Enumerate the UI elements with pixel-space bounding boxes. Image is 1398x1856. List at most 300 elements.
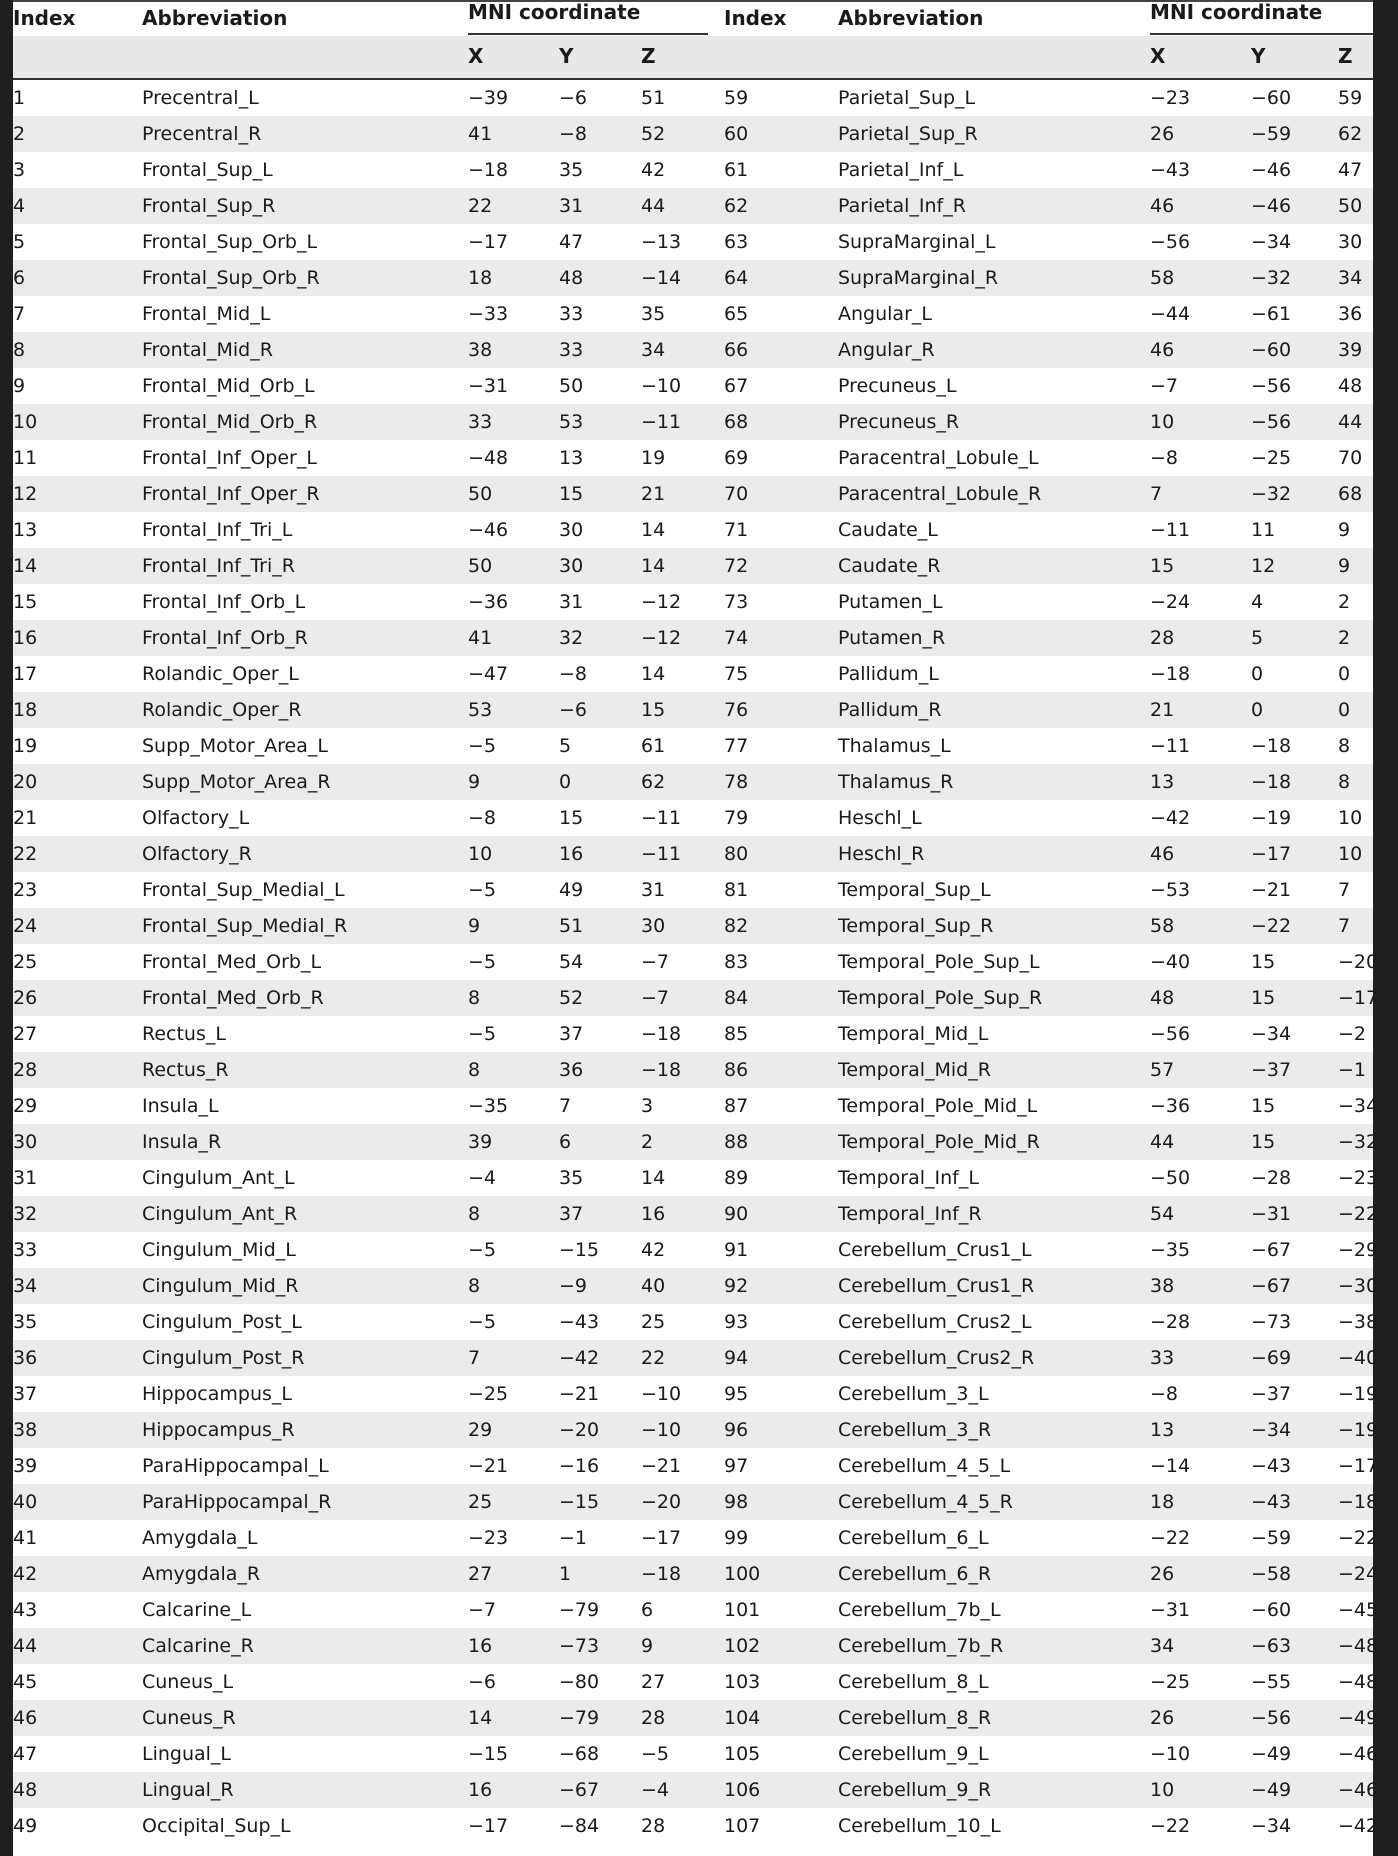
right-index-cell: 84 <box>724 987 749 1009</box>
header-x-right: X <box>1150 44 1166 68</box>
right-x-cell: −36 <box>1150 1095 1191 1117</box>
right-abbreviation-cell: Thalamus_L <box>838 735 951 757</box>
left-z-cell: 25 <box>641 1311 666 1333</box>
right-x-cell: 44 <box>1150 1131 1175 1153</box>
right-x-cell: 7 <box>1150 483 1163 505</box>
left-y-cell: −15 <box>559 1491 600 1513</box>
left-y-cell: −15 <box>559 1239 600 1261</box>
left-index-cell: 6 <box>13 267 26 289</box>
left-z-cell: 2 <box>641 1131 654 1153</box>
right-abbreviation-cell: Pallidum_L <box>838 663 939 685</box>
left-index-cell: 35 <box>13 1311 38 1333</box>
left-y-cell: −8 <box>559 663 588 685</box>
table-row <box>13 116 1373 152</box>
right-x-cell: −25 <box>1150 1671 1191 1693</box>
right-z-cell: −22 <box>1338 1203 1379 1225</box>
right-z-cell: −48 <box>1338 1635 1379 1657</box>
left-index-cell: 29 <box>13 1095 38 1117</box>
left-z-cell: −10 <box>641 375 682 397</box>
table-row <box>13 1160 1379 1196</box>
left-z-cell: 52 <box>641 123 666 145</box>
right-y-cell: −67 <box>1251 1239 1292 1261</box>
right-y-cell: −67 <box>1251 1275 1292 1297</box>
left-x-cell: −7 <box>468 1599 497 1621</box>
left-y-cell: 13 <box>559 447 584 469</box>
right-abbreviation-cell: Cerebellum_10_L <box>838 1815 1001 1837</box>
left-abbreviation-cell: Hippocampus_L <box>142 1383 292 1405</box>
right-abbreviation-cell: Temporal_Pole_Mid_R <box>838 1131 1040 1153</box>
left-index-cell: 17 <box>13 663 38 685</box>
table-row <box>13 476 1373 512</box>
right-index-cell: 107 <box>724 1815 761 1837</box>
left-x-cell: −39 <box>468 87 509 109</box>
right-y-cell: −32 <box>1251 483 1292 505</box>
left-x-cell: 9 <box>468 915 481 937</box>
left-z-cell: −18 <box>641 1059 682 1081</box>
left-index-cell: 21 <box>13 807 38 829</box>
table-row <box>13 512 1373 548</box>
right-y-cell: −34 <box>1251 1815 1292 1837</box>
left-x-cell: 50 <box>468 555 493 577</box>
right-y-cell: 5 <box>1251 627 1264 649</box>
table-row <box>13 1772 1379 1808</box>
right-x-cell: −50 <box>1150 1167 1191 1189</box>
left-y-cell: −1 <box>559 1527 588 1549</box>
table-row <box>13 188 1373 224</box>
left-z-cell: −21 <box>641 1455 682 1477</box>
right-index-cell: 76 <box>724 699 749 721</box>
table-row <box>13 404 1373 440</box>
left-x-cell: −17 <box>468 231 509 253</box>
right-x-cell: −56 <box>1150 1023 1191 1045</box>
left-z-cell: −11 <box>641 807 682 829</box>
left-z-cell: 19 <box>641 447 666 469</box>
left-index-cell: 22 <box>13 843 38 865</box>
left-y-cell: 30 <box>559 555 584 577</box>
left-index-cell: 39 <box>13 1455 38 1477</box>
table-row <box>13 1376 1379 1412</box>
right-y-cell: −37 <box>1251 1383 1292 1405</box>
right-index-cell: 79 <box>724 807 749 829</box>
right-index-cell: 91 <box>724 1239 749 1261</box>
left-x-cell: 29 <box>468 1419 493 1441</box>
left-y-cell: 52 <box>559 987 584 1009</box>
left-z-cell: 14 <box>641 519 666 541</box>
left-abbreviation-cell: Frontal_Inf_Oper_R <box>142 483 320 505</box>
right-abbreviation-cell: Pallidum_R <box>838 699 942 721</box>
table-row <box>13 368 1373 404</box>
left-abbreviation-cell: Cingulum_Post_L <box>142 1311 302 1333</box>
right-z-cell: 7 <box>1338 879 1351 901</box>
left-y-cell: 35 <box>559 159 584 181</box>
left-abbreviation-cell: Frontal_Inf_Oper_L <box>142 447 317 469</box>
left-abbreviation-cell: Cuneus_R <box>142 1707 236 1729</box>
right-index-cell: 67 <box>724 375 749 397</box>
left-x-cell: 33 <box>468 411 493 433</box>
left-x-cell: −8 <box>468 807 497 829</box>
left-x-cell: 25 <box>468 1491 493 1513</box>
right-index-cell: 90 <box>724 1203 749 1225</box>
table-row <box>13 1484 1379 1520</box>
mni-rule-left <box>468 33 708 35</box>
left-y-cell: 36 <box>559 1059 584 1081</box>
left-abbreviation-cell: Occipital_Sup_L <box>142 1815 291 1837</box>
right-z-cell: −32 <box>1338 1131 1379 1153</box>
left-z-cell: −5 <box>641 1743 670 1765</box>
right-x-cell: −22 <box>1150 1815 1191 1837</box>
left-z-cell: 40 <box>641 1275 666 1297</box>
right-x-cell: −8 <box>1150 1383 1179 1405</box>
left-abbreviation-cell: Frontal_Inf_Tri_L <box>142 519 293 541</box>
left-y-cell: 35 <box>559 1167 584 1189</box>
left-z-cell: −7 <box>641 951 670 973</box>
left-z-cell: 16 <box>641 1203 666 1225</box>
left-z-cell: 22 <box>641 1347 666 1369</box>
table-row <box>13 1016 1373 1052</box>
left-abbreviation-cell: Cingulum_Ant_R <box>142 1203 298 1225</box>
left-z-cell: −7 <box>641 987 670 1009</box>
header-mni-right: MNI coordinate <box>1150 0 1323 24</box>
table-row <box>13 548 1373 584</box>
right-z-cell: 9 <box>1338 519 1351 541</box>
right-index-cell: 63 <box>724 231 749 253</box>
left-index-cell: 4 <box>13 195 26 217</box>
right-index-cell: 97 <box>724 1455 749 1477</box>
right-index-cell: 92 <box>724 1275 749 1297</box>
left-abbreviation-cell: Frontal_Mid_Orb_L <box>142 375 315 397</box>
right-index-cell: 74 <box>724 627 749 649</box>
left-index-cell: 27 <box>13 1023 38 1045</box>
right-abbreviation-cell: Cerebellum_8_L <box>838 1671 989 1693</box>
right-index-cell: 68 <box>724 411 749 433</box>
table-row <box>13 1628 1379 1664</box>
table-row <box>13 1340 1379 1376</box>
left-abbreviation-cell: Frontal_Sup_Medial_R <box>142 915 348 937</box>
left-y-cell: −21 <box>559 1383 600 1405</box>
left-abbreviation-cell: Lingual_R <box>142 1779 234 1801</box>
right-x-cell: −11 <box>1150 735 1191 757</box>
right-index-cell: 85 <box>724 1023 749 1045</box>
left-x-cell: −25 <box>468 1383 509 1405</box>
right-abbreviation-cell: Paracentral_Lobule_L <box>838 447 1039 469</box>
left-x-cell: 8 <box>468 987 481 1009</box>
left-abbreviation-cell: Frontal_Inf_Tri_R <box>142 555 295 577</box>
right-index-cell: 80 <box>724 843 749 865</box>
header-z-right: Z <box>1338 44 1353 68</box>
right-abbreviation-cell: Cerebellum_9_R <box>838 1779 992 1801</box>
right-index-cell: 71 <box>724 519 749 541</box>
left-z-cell: −4 <box>641 1779 670 1801</box>
left-y-cell: 53 <box>559 411 584 433</box>
left-y-cell: 37 <box>559 1203 584 1225</box>
header-abbreviation-left: Abbreviation <box>142 6 288 30</box>
header-index-left: Index <box>13 6 76 30</box>
table-row <box>13 836 1373 872</box>
right-z-cell: 30 <box>1338 231 1363 253</box>
right-x-cell: 46 <box>1150 339 1175 361</box>
table-row <box>13 1268 1379 1304</box>
right-y-cell: 11 <box>1251 519 1276 541</box>
left-index-cell: 46 <box>13 1707 38 1729</box>
table-row <box>13 584 1373 620</box>
left-y-cell: 37 <box>559 1023 584 1045</box>
left-index-cell: 26 <box>13 987 38 1009</box>
left-abbreviation-cell: Frontal_Med_Orb_R <box>142 987 324 1009</box>
table-row <box>13 1736 1379 1772</box>
left-z-cell: 15 <box>641 699 666 721</box>
aal-region-table <box>13 0 1379 1856</box>
right-abbreviation-cell: Caudate_L <box>838 519 938 541</box>
right-y-cell: −28 <box>1251 1167 1292 1189</box>
right-x-cell: 46 <box>1150 843 1175 865</box>
right-abbreviation-cell: Cerebellum_3_R <box>838 1419 992 1441</box>
right-x-cell: −24 <box>1150 591 1191 613</box>
right-x-cell: 57 <box>1150 1059 1175 1081</box>
header-mni-left: MNI coordinate <box>468 0 641 24</box>
right-x-cell: 33 <box>1150 1347 1175 1369</box>
right-y-cell: 15 <box>1251 1131 1276 1153</box>
right-y-cell: 15 <box>1251 951 1276 973</box>
left-y-cell: 15 <box>559 483 584 505</box>
right-abbreviation-cell: Cerebellum_8_R <box>838 1707 992 1729</box>
right-z-cell: −29 <box>1338 1239 1379 1261</box>
left-z-cell: −14 <box>641 267 682 289</box>
table-row <box>13 872 1373 908</box>
right-abbreviation-cell: Parietal_Inf_L <box>838 159 964 181</box>
left-index-cell: 8 <box>13 339 26 361</box>
table-row <box>13 1556 1379 1592</box>
left-z-cell: 14 <box>641 555 666 577</box>
right-abbreviation-cell: Temporal_Mid_L <box>838 1023 989 1045</box>
left-x-cell: −5 <box>468 735 497 757</box>
right-x-cell: −40 <box>1150 951 1191 973</box>
right-abbreviation-cell: Cerebellum_3_L <box>838 1383 989 1405</box>
right-z-cell: 59 <box>1338 87 1363 109</box>
left-index-cell: 18 <box>13 699 38 721</box>
table-row <box>13 1232 1379 1268</box>
left-x-cell: 39 <box>468 1131 493 1153</box>
left-x-cell: 8 <box>468 1275 481 1297</box>
right-index-cell: 64 <box>724 267 749 289</box>
right-z-cell: 8 <box>1338 771 1351 793</box>
right-z-cell: −38 <box>1338 1311 1379 1333</box>
right-abbreviation-cell: SupraMarginal_R <box>838 267 999 289</box>
table-row <box>13 1700 1379 1736</box>
left-abbreviation-cell: Insula_R <box>142 1131 222 1153</box>
left-abbreviation-cell: Insula_L <box>142 1095 219 1117</box>
left-y-cell: 7 <box>559 1095 572 1117</box>
table-row <box>13 440 1373 476</box>
left-z-cell: 30 <box>641 915 666 937</box>
left-y-cell: −42 <box>559 1347 600 1369</box>
left-y-cell: −73 <box>559 1635 600 1657</box>
left-z-cell: 9 <box>641 1635 654 1657</box>
left-index-cell: 19 <box>13 735 38 757</box>
left-x-cell: −23 <box>468 1527 509 1549</box>
header-x-left: X <box>468 44 484 68</box>
left-y-cell: −79 <box>559 1599 600 1621</box>
right-y-cell: −73 <box>1251 1311 1292 1333</box>
right-index-cell: 101 <box>724 1599 761 1621</box>
right-y-cell: −31 <box>1251 1203 1292 1225</box>
right-abbreviation-cell: Parietal_Sup_R <box>838 123 978 145</box>
left-y-cell: −67 <box>559 1779 600 1801</box>
right-z-cell: −46 <box>1338 1779 1379 1801</box>
right-x-cell: 18 <box>1150 1491 1175 1513</box>
table-row <box>13 656 1373 692</box>
right-index-cell: 81 <box>724 879 749 901</box>
right-abbreviation-cell: Cerebellum_Crus1_R <box>838 1275 1035 1297</box>
right-index-cell: 95 <box>724 1383 749 1405</box>
left-z-cell: 14 <box>641 1167 666 1189</box>
right-x-cell: −56 <box>1150 231 1191 253</box>
right-y-cell: −17 <box>1251 843 1292 865</box>
table-row <box>13 1196 1379 1232</box>
left-index-cell: 23 <box>13 879 38 901</box>
left-y-cell: −84 <box>559 1815 600 1837</box>
right-z-cell: −19 <box>1338 1383 1379 1405</box>
right-x-cell: −7 <box>1150 375 1179 397</box>
left-y-cell: 33 <box>559 303 584 325</box>
left-index-cell: 45 <box>13 1671 38 1693</box>
right-z-cell: 68 <box>1338 483 1363 505</box>
left-z-cell: −11 <box>641 411 682 433</box>
right-x-cell: 38 <box>1150 1275 1175 1297</box>
right-index-cell: 70 <box>724 483 749 505</box>
table-row <box>13 1088 1379 1124</box>
left-index-cell: 49 <box>13 1815 38 1837</box>
left-z-cell: 21 <box>641 483 666 505</box>
right-z-cell: 62 <box>1338 123 1363 145</box>
left-y-cell: −9 <box>559 1275 588 1297</box>
left-y-cell: 31 <box>559 195 584 217</box>
header-row-1 <box>13 0 1373 36</box>
right-y-cell: −34 <box>1251 1419 1292 1441</box>
left-z-cell: 31 <box>641 879 666 901</box>
right-index-cell: 73 <box>724 591 749 613</box>
left-y-cell: 5 <box>559 735 572 757</box>
table-row <box>13 764 1373 800</box>
left-y-cell: −79 <box>559 1707 600 1729</box>
right-z-cell: −22 <box>1338 1527 1379 1549</box>
right-x-cell: 10 <box>1150 1779 1175 1801</box>
right-abbreviation-cell: Cerebellum_Crus2_R <box>838 1347 1035 1369</box>
right-z-cell: −30 <box>1338 1275 1379 1297</box>
right-abbreviation-cell: Temporal_Inf_L <box>838 1167 979 1189</box>
left-y-cell: −6 <box>559 87 588 109</box>
right-z-cell: 44 <box>1338 411 1363 433</box>
right-y-cell: −58 <box>1251 1563 1292 1585</box>
right-z-cell: 0 <box>1338 663 1351 685</box>
left-z-cell: 34 <box>641 339 666 361</box>
left-abbreviation-cell: Frontal_Inf_Orb_L <box>142 591 306 613</box>
left-abbreviation-cell: Frontal_Sup_Orb_L <box>142 231 318 253</box>
left-index-cell: 40 <box>13 1491 38 1513</box>
left-y-cell: 49 <box>559 879 584 901</box>
right-index-cell: 94 <box>724 1347 749 1369</box>
right-index-cell: 77 <box>724 735 749 757</box>
left-z-cell: −10 <box>641 1383 682 1405</box>
left-index-cell: 3 <box>13 159 26 181</box>
right-y-cell: 12 <box>1251 555 1276 577</box>
right-y-cell: −49 <box>1251 1779 1292 1801</box>
table-row <box>13 1520 1379 1556</box>
left-index-cell: 11 <box>13 447 38 469</box>
right-index-cell: 102 <box>724 1635 761 1657</box>
table-row <box>13 1124 1379 1160</box>
table-row <box>13 1052 1373 1088</box>
header-y-left: Y <box>559 44 574 68</box>
left-index-cell: 34 <box>13 1275 38 1297</box>
right-abbreviation-cell: Precuneus_R <box>838 411 960 433</box>
left-abbreviation-cell: Cingulum_Mid_L <box>142 1239 296 1261</box>
left-x-cell: 7 <box>468 1347 481 1369</box>
right-x-cell: −44 <box>1150 303 1191 325</box>
table-row <box>13 980 1379 1016</box>
right-abbreviation-cell: Caudate_R <box>838 555 941 577</box>
left-abbreviation-cell: Cuneus_L <box>142 1671 234 1693</box>
right-abbreviation-cell: Cerebellum_Crus1_L <box>838 1239 1032 1261</box>
right-z-cell: −42 <box>1338 1815 1379 1837</box>
right-index-cell: 66 <box>724 339 749 361</box>
right-x-cell: 46 <box>1150 195 1175 217</box>
right-x-cell: 21 <box>1150 699 1175 721</box>
right-index-cell: 104 <box>724 1707 761 1729</box>
left-x-cell: −17 <box>468 1815 509 1837</box>
right-y-cell: −21 <box>1251 879 1292 901</box>
right-x-cell: −28 <box>1150 1311 1191 1333</box>
left-x-cell: 8 <box>468 1059 481 1081</box>
right-x-cell: 10 <box>1150 411 1175 433</box>
right-abbreviation-cell: Cerebellum_7b_L <box>838 1599 1001 1621</box>
left-x-cell: −48 <box>468 447 509 469</box>
right-x-cell: −43 <box>1150 159 1191 181</box>
left-y-cell: −68 <box>559 1743 600 1765</box>
right-y-cell: −63 <box>1251 1635 1292 1657</box>
table-row <box>13 620 1373 656</box>
table-row <box>13 1448 1379 1484</box>
left-z-cell: 42 <box>641 1239 666 1261</box>
left-index-cell: 44 <box>13 1635 38 1657</box>
right-index-cell: 72 <box>724 555 749 577</box>
left-z-cell: −17 <box>641 1527 682 1549</box>
left-index-cell: 24 <box>13 915 38 937</box>
right-y-cell: −59 <box>1251 1527 1292 1549</box>
right-z-cell: −23 <box>1338 1167 1379 1189</box>
left-z-cell: 35 <box>641 303 666 325</box>
left-z-cell: −11 <box>641 843 682 865</box>
left-z-cell: 28 <box>641 1707 666 1729</box>
right-abbreviation-cell: Precuneus_L <box>838 375 957 397</box>
right-z-cell: 36 <box>1338 303 1363 325</box>
right-z-cell: −48 <box>1338 1671 1379 1693</box>
right-abbreviation-cell: Cerebellum_7b_R <box>838 1635 1004 1657</box>
right-x-cell: −22 <box>1150 1527 1191 1549</box>
left-abbreviation-cell: Rectus_L <box>142 1023 226 1045</box>
left-y-cell: 0 <box>559 771 572 793</box>
table-row <box>13 296 1373 332</box>
left-abbreviation-cell: Calcarine_R <box>142 1635 254 1657</box>
left-index-cell: 2 <box>13 123 26 145</box>
right-z-cell: −46 <box>1338 1743 1379 1765</box>
right-index-cell: 69 <box>724 447 749 469</box>
table-row <box>13 1808 1379 1844</box>
right-abbreviation-cell: SupraMarginal_L <box>838 231 996 253</box>
right-x-cell: 26 <box>1150 1707 1175 1729</box>
left-index-cell: 5 <box>13 231 26 253</box>
right-z-cell: −1 <box>1338 1059 1367 1081</box>
left-index-cell: 28 <box>13 1059 38 1081</box>
